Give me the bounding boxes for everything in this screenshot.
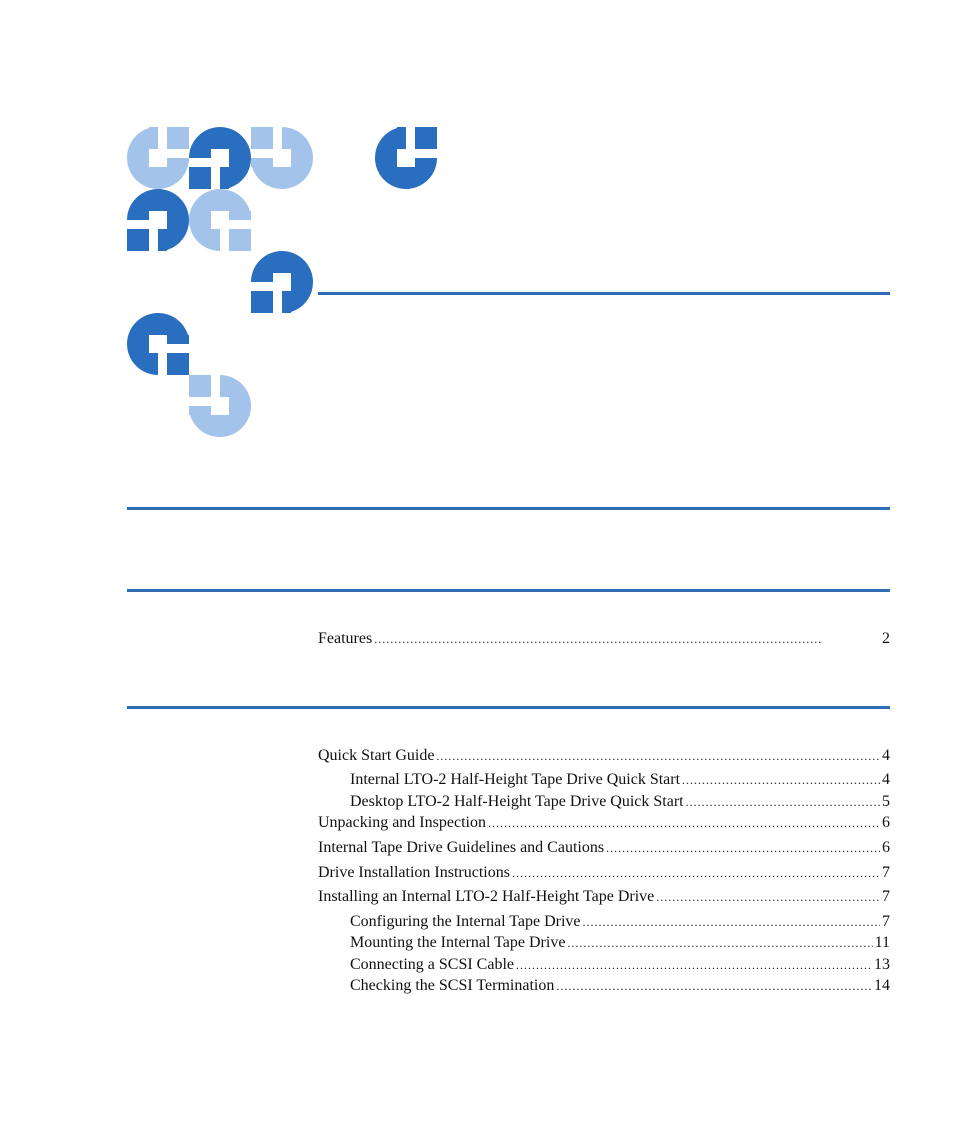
toc-entry-title[interactable]: Drive Installation Instructions — [318, 864, 510, 881]
toc-page-number[interactable]: 7 — [882, 864, 890, 881]
toc-entry-title[interactable]: Internal LTO-2 Half-Height Tape Drive Quick Start — [350, 771, 681, 788]
section-rule — [127, 706, 890, 709]
toc-entry[interactable] — [350, 792, 890, 812]
toc-dot-leader — [436, 746, 880, 766]
logo-mark-7 — [251, 251, 313, 313]
toc-entry[interactable] — [350, 933, 890, 953]
toc-entry[interactable] — [318, 838, 890, 858]
toc-entry-title[interactable]: Checking the SCSI Termination — [350, 977, 555, 994]
toc-entry-title[interactable]: Installing an Internal LTO-2 Half-Height Tape Drive — [318, 888, 655, 905]
toc-dot-leader — [374, 629, 880, 649]
logo-mark-3 — [251, 127, 313, 189]
toc-dot-leader — [567, 933, 872, 953]
toc-page-number[interactable]: 13 — [874, 956, 890, 973]
logo-mark-4 — [375, 127, 437, 189]
toc-entry-title[interactable]: Unpacking and Inspection — [318, 814, 486, 831]
logo-mark-1 — [127, 127, 189, 189]
logo-mark-5 — [127, 189, 189, 251]
toc-dot-leader — [556, 976, 872, 996]
toc-entry[interactable] — [350, 976, 890, 996]
toc-page-number[interactable]: 11 — [874, 934, 890, 951]
toc-page-number[interactable]: 4 — [882, 771, 890, 788]
toc-entry[interactable] — [350, 912, 890, 932]
toc-entry-title[interactable]: Connecting a SCSI Cable — [350, 956, 514, 973]
toc-dot-leader — [682, 770, 880, 790]
toc-entry[interactable] — [318, 813, 890, 833]
toc-entry-title[interactable]: Desktop LTO-2 Half-Height Tape Drive Quick Start — [350, 793, 684, 810]
toc-page-number[interactable]: 6 — [882, 814, 890, 831]
toc-dot-leader — [583, 912, 880, 932]
toc-entry[interactable] — [318, 863, 890, 883]
toc-page-number[interactable]: 6 — [882, 839, 890, 856]
toc-page-number[interactable]: 7 — [882, 913, 890, 930]
toc-page-number[interactable]: 4 — [882, 747, 890, 764]
title-rule — [318, 292, 890, 295]
toc-entry[interactable] — [318, 746, 890, 766]
logo-mark-9 — [189, 375, 251, 437]
toc-page-number[interactable]: 7 — [882, 888, 890, 905]
section-rule — [127, 589, 890, 592]
toc-entry[interactable] — [350, 770, 890, 790]
toc-dot-leader — [656, 887, 880, 907]
logo-mark-2 — [189, 127, 251, 189]
toc-entry-title[interactable]: Mounting the Internal Tape Drive — [350, 934, 566, 951]
toc-entry[interactable] — [318, 887, 890, 907]
toc-entry-title[interactable]: Configuring the Internal Tape Drive — [350, 913, 581, 930]
toc-page-number[interactable]: 14 — [874, 977, 890, 994]
toc-dot-leader — [488, 813, 880, 833]
toc-page-number[interactable]: 2 — [882, 630, 890, 647]
toc-dot-leader — [686, 792, 880, 812]
toc-entry-title[interactable]: Features — [318, 630, 373, 647]
quantum-logo-cluster — [0, 0, 954, 460]
toc-dot-leader — [512, 863, 880, 883]
toc-entry[interactable] — [350, 955, 890, 975]
logo-mark-8 — [127, 313, 189, 375]
toc-entry-title[interactable]: Quick Start Guide — [318, 747, 435, 764]
toc-entry[interactable] — [318, 629, 890, 649]
toc-dot-leader — [516, 955, 872, 975]
toc-dot-leader — [606, 838, 880, 858]
toc-page-number[interactable]: 5 — [882, 793, 890, 810]
section-rule — [127, 507, 890, 510]
logo-mark-6 — [189, 189, 251, 251]
toc-entry-title[interactable]: Internal Tape Drive Guidelines and Cautions — [318, 839, 605, 856]
